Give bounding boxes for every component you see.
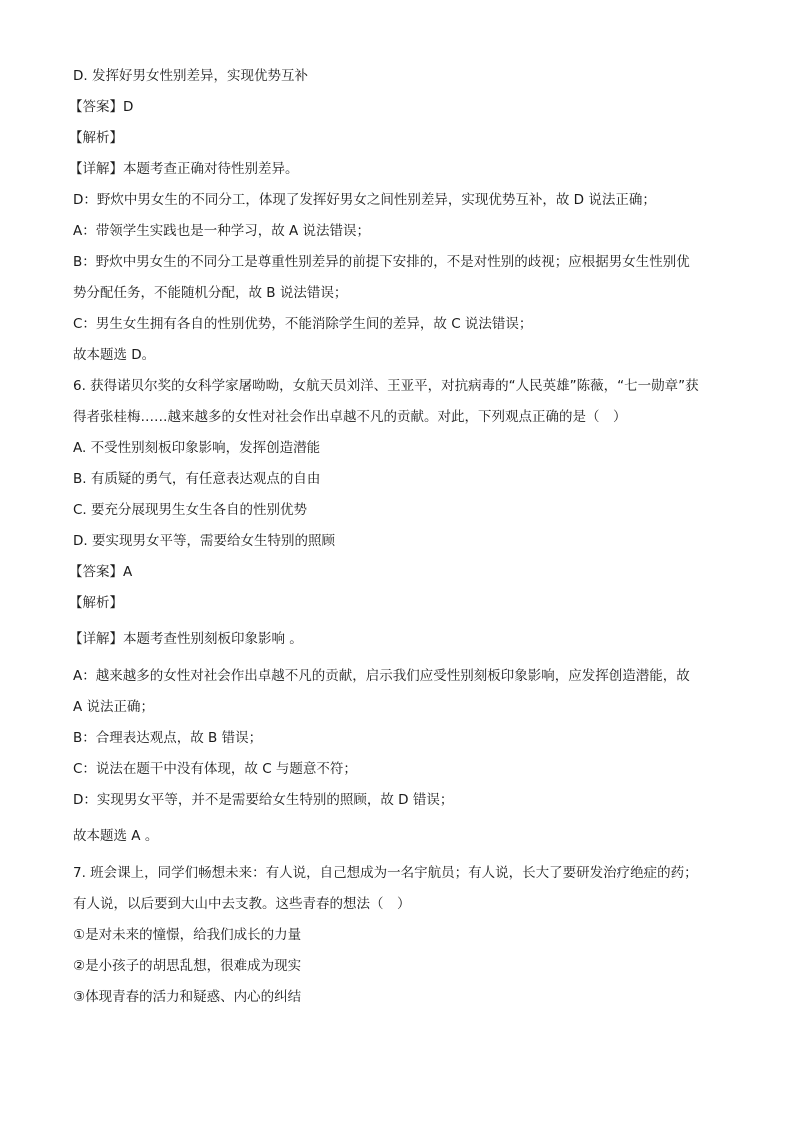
option-b-q6: B. 有质疑的勇气，有任意表达观点的自由: [73, 471, 321, 487]
option-c-q6: C. 要充分展现男生女生各自的性别优势: [73, 502, 308, 518]
explanation-a-q5: A：带领学生实践也是一种学习，故 A 说法错误；: [73, 223, 371, 239]
explanation-b-q5-line2: 势分配任务，不能随机分配，故 B 说法错误；: [73, 285, 348, 301]
detail-q6: 【详解】本题考查性别刻板印象影响 。: [69, 631, 303, 647]
option-d-q6: D. 要实现男女平等，需要给女生特别的照顾: [73, 533, 335, 549]
option-d-q5: D. 发挥好男女性别差异，实现优势互补: [73, 68, 308, 84]
explanation-c-q5: C：男生女生拥有各自的性别优势，不能消除学生间的差异，故 C 说法错误；: [73, 316, 533, 332]
explanation-b-q6: B：合理表达观点，故 B 错误；: [73, 730, 263, 746]
conclusion-q5: 故本题选 D。: [73, 347, 156, 363]
statement-1-q7: ①是对未来的憧憬，给我们成长的力量: [73, 927, 302, 943]
answer-q5: 【答案】D: [69, 99, 134, 115]
analysis-header-q5: 【解析】: [69, 130, 123, 146]
detail-q5: 【详解】本题考查正确对待性别差异。: [69, 161, 299, 177]
analysis-header-q6: 【解析】: [69, 595, 123, 611]
statement-2-q7: ②是小孩子的胡思乱想，很难成为现实: [73, 958, 302, 974]
question-7-line1: 7. 班会课上，同学们畅想未来：有人说，自己想成为一名宇航员；有人说，长大了要研发治疗绝症的药；: [73, 865, 698, 881]
option-a-q6: A. 不受性别刻板印象影响，发挥创造潜能: [73, 440, 321, 456]
explanation-a-q6-line2: A 说法正确；: [73, 699, 155, 715]
explanation-d-q6: D：实现男女平等，并不是需要给女生特别的照顾，故 D 错误；: [73, 792, 454, 808]
explanation-c-q6: C：说法在题干中没有体现，故 C 与题意不符；: [73, 761, 357, 777]
explanation-a-q6-line1: A：越来越多的女性对社会作出卓越不凡的贡献，启示我们应受性别刻板印象影响，应发挥创造潜能，故: [73, 668, 690, 684]
statement-3-q7: ③体现青春的活力和疑惑、内心的纠结: [73, 989, 302, 1005]
answer-q6: 【答案】A: [69, 564, 133, 580]
explanation-d-q5: D：野炊中男女生的不同分工，体现了发挥好男女之间性别差异，实现优势互补，故 D 说法正确；: [73, 192, 656, 208]
question-6-line1: 6. 获得诺贝尔奖的女科学家屠呦呦，女航天员刘洋、王亚平，对抗病毒的“人民英雄”陈薇，“七一勋章”获: [73, 378, 699, 394]
question-7-line2: 有人说，以后要到大山中去支教。这些青春的想法（ ）: [73, 896, 411, 912]
explanation-b-q5-line1: B：野炊中男女生的不同分工是尊重性别差异的前提下安排的，不是对性别的歧视；应根据男女生性别优: [73, 254, 690, 270]
conclusion-q6: 故本题选 A 。: [73, 828, 159, 844]
question-6-line2: 得者张桂梅……越来越多的女性对社会作出卓越不凡的贡献。对此，下列观点正确的是（ ）: [73, 409, 627, 425]
